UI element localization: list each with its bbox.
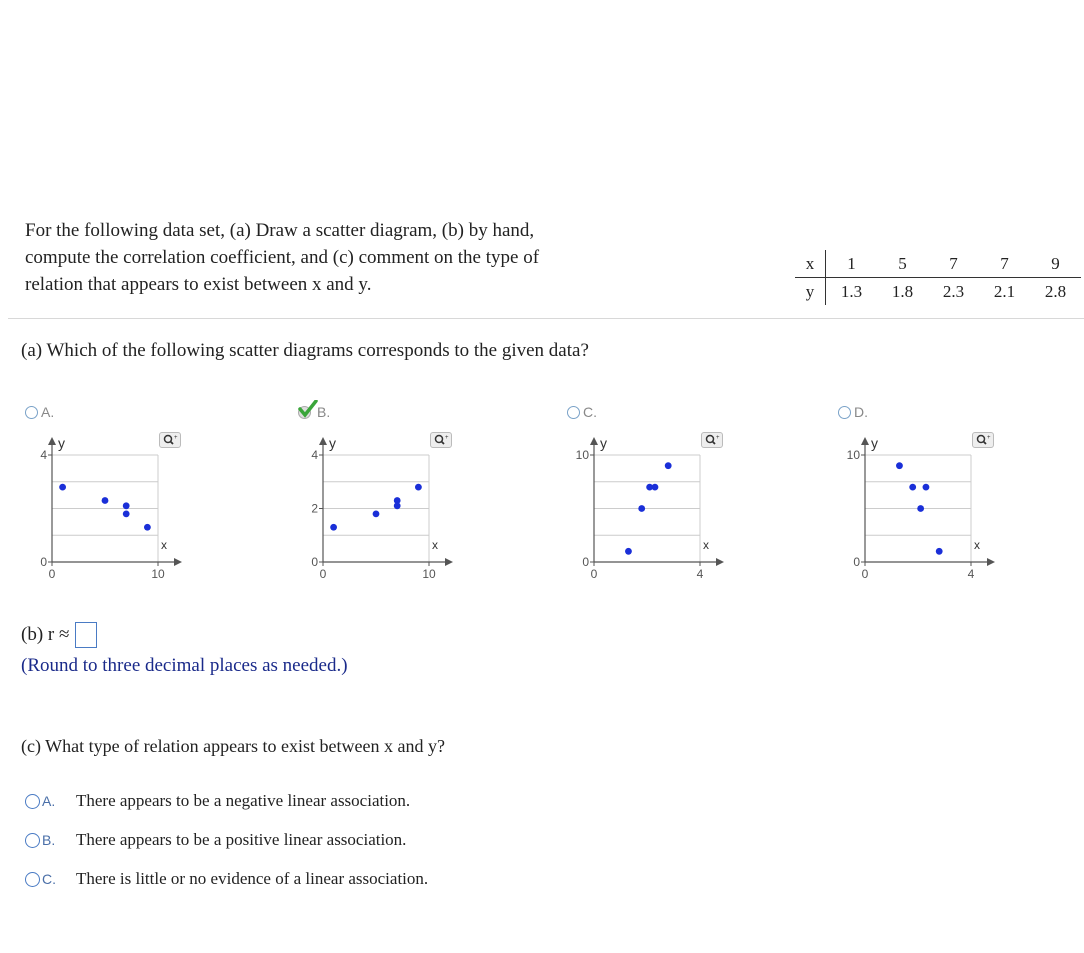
option-letter: B. (42, 832, 56, 848)
option-letter: A. (42, 793, 56, 809)
y-axis-arrow (48, 437, 56, 445)
data-point (394, 502, 401, 509)
x-axis-label: x (974, 538, 980, 552)
table-x-cell: 5 (877, 250, 928, 278)
x-tick-label: 0 (319, 567, 327, 581)
svg-text:+: + (445, 435, 449, 441)
part-b (21, 622, 97, 648)
table-x-cell: 9 (1030, 250, 1081, 278)
x-tick-label: 10 (422, 567, 436, 581)
table-x-cell: 1 (826, 250, 878, 278)
option-c-b[interactable] (25, 830, 406, 850)
svg-text:+: + (174, 435, 178, 441)
x-tick-label: 0 (861, 567, 869, 581)
data-point (123, 502, 130, 509)
svg-text:+: + (987, 435, 991, 441)
table-y-cell: 1.3 (840, 281, 863, 301)
x-tick-label: 0 (590, 567, 598, 581)
radio-icon[interactable] (25, 872, 40, 887)
y-axis-arrow (319, 437, 327, 445)
table-y-cell: 2.3 (942, 281, 965, 301)
data-point (625, 548, 632, 555)
option-c-label: C. (583, 404, 597, 420)
y-axis-label: y (871, 435, 878, 451)
y-tick-label: 0 (311, 555, 318, 569)
problem-line-1: For the following data set, (a) Draw a scatter diagram, (b) by hand, (25, 220, 535, 241)
x-axis-label: x (432, 538, 438, 552)
y-axis-arrow (861, 437, 869, 445)
data-point (896, 462, 903, 469)
data-point (59, 484, 66, 491)
y-axis-label: y (58, 435, 65, 451)
data-point (123, 510, 130, 517)
part-c-question: (c) What type of relation appears to exist between x and y? (21, 736, 446, 756)
x-axis-arrow (174, 558, 182, 566)
x-axis-arrow (445, 558, 453, 566)
x-tick-label: 4 (967, 567, 975, 581)
option-text: There appears to be a negative linear association. (76, 791, 411, 810)
radio-icon[interactable] (25, 833, 40, 848)
option-text: There is little or no evidence of a linear association. (76, 869, 429, 888)
y-axis-label: y (329, 435, 336, 451)
data-point (330, 524, 337, 531)
table-y-cell: 2.1 (993, 281, 1016, 301)
option-b-label: B. (317, 404, 331, 420)
data-point (652, 484, 659, 491)
data-point (936, 548, 943, 555)
x-axis-arrow (716, 558, 724, 566)
y-tick-label: 4 (311, 448, 318, 462)
table-x-label: x (795, 250, 826, 278)
table-x-cell: 7 (928, 250, 979, 278)
y-tick-label: 0 (40, 555, 47, 569)
rounding-hint: (Round to three decimal places as needed.) (21, 655, 348, 676)
table-y-cell: 2.8 (1044, 281, 1067, 301)
data-point (415, 484, 422, 491)
x-axis-label: x (703, 538, 709, 552)
option-c-a[interactable] (25, 791, 410, 811)
data-point (102, 497, 109, 504)
problem-line-2: compute the correlation coefficient, and (c) comment on the type of (25, 247, 540, 268)
data-point (909, 484, 916, 491)
y-tick-label: 0 (853, 555, 860, 569)
x-axis-arrow (987, 558, 995, 566)
radio-icon[interactable] (25, 794, 40, 809)
x-axis-label: x (161, 538, 167, 552)
data-point (917, 505, 924, 512)
svg-text:+: + (716, 435, 720, 441)
table-y-cell: 1.8 (891, 281, 914, 301)
table-x-cell: 7 (979, 250, 1030, 278)
option-a-label: A. (41, 404, 55, 420)
part-b-label: (b) r ≈ (21, 624, 70, 645)
x-tick-label: 10 (151, 567, 165, 581)
y-tick-label: 0 (582, 555, 589, 569)
data-point (638, 505, 645, 512)
y-tick-label: 4 (40, 448, 47, 462)
option-d-label: D. (854, 404, 868, 420)
option-letter: C. (42, 871, 56, 887)
part-a-question: (a) Which of the following scatter diagrams corresponds to the given data? (21, 340, 589, 361)
problem-line-3: relation that appears to exist between x and y. (25, 274, 372, 295)
y-tick-label: 2 (311, 501, 318, 516)
x-tick-label: 4 (696, 567, 704, 581)
x-tick-label: 0 (48, 567, 56, 581)
y-tick-label: 10 (575, 448, 589, 462)
y-tick-label: 10 (846, 448, 860, 462)
r-answer-input[interactable] (75, 622, 97, 648)
option-text: There appears to be a positive linear association. (76, 830, 407, 849)
data-point (144, 524, 151, 531)
data-point (923, 484, 930, 491)
table-y-label: y (795, 278, 826, 306)
data-point (373, 510, 380, 517)
y-axis-arrow (590, 437, 598, 445)
data-point (665, 462, 672, 469)
y-axis-label: y (600, 435, 607, 451)
option-c-c[interactable] (25, 869, 428, 889)
